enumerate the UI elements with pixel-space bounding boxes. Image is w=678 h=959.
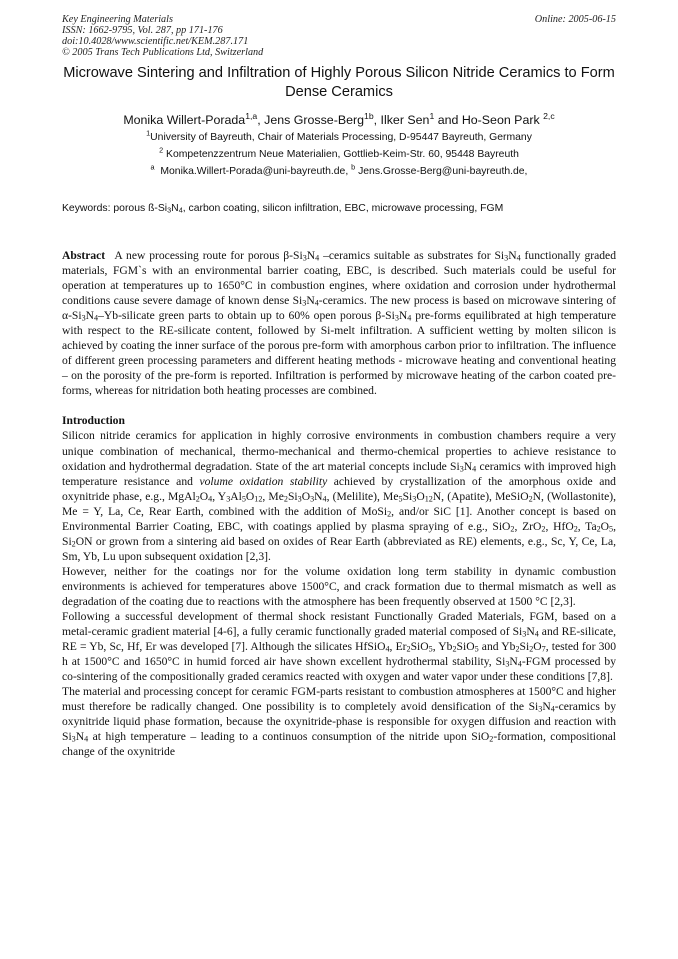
keywords-line: Keywords: porous $ß-Si_3N_4$, carbon coating, silicon infiltration, EBC, microwave processing, FGM: [62, 203, 504, 215]
email-sup: a: [150, 162, 155, 172]
intro-paragraph: The material and processing concept for ceramic FGM-parts resistant to combustion atmospheres at 1500°C and higher must therefore be radically changed. One possibility is to completely avoid densification of the $Si_3N_4$-ceramics by oxynitride liquid phase formation, because the oxynitride-phase is responsible for oxygen diffusion and reaction with $Si_3N_4$ at high temperature – leading to a continuos consumption of the nitride upon SiO$_2$-formation, compositional change of the oxynitride: [62, 685, 616, 759]
author-name: Ho-Seon Park: [461, 113, 540, 127]
affiliation-sup: 2: [159, 145, 164, 155]
affiliation-emails: [62, 162, 616, 179]
abstract-paragraph: [62, 248, 616, 398]
affiliation-sup: 1: [146, 128, 151, 138]
abstract-text: A new processing route for porous $\beta-Si_3N_4$ –ceramics suitable as substrates for $Si_3N_4$ functionally graded materials, FGM`s with an environmental barrier coating, EBC, is described. Such materials could be useful for operation at temperatures up to 1650°C in combustion engines, where oxidation and corrosion under hydrothermal conditions cause severe damage of known dense $Si_3N_4$-ceramics. The new process is based on microwave sintering of $\alpha-Si_3N_4-Yb$-silicate green parts to obtain up to 60% open porous $\beta-Si_3N_4$ pre-forms equilibrated at high temperature with respect to the RE-silicate content, followed by Si-melt infiltration. A sufficient wetting by molten silicon is achieved by coating the inner surface of the porous pre-form with amorphous carbon prior to infiltration. The influence of different green processing parameters and different heating methods - microwave heating and conventional heating – on the porosity of the pre-form is reported. Infiltration is performed by microwave heating of the carbon coated pre-forms, whereas for nitridation both heating processes are combined.: [62, 249, 616, 398]
email-link[interactable]: Monika.Willert-Porada@uni-bayreuth.de,: [160, 166, 349, 177]
author-name: Jens Grosse-Berg: [264, 113, 364, 127]
author-name: Monika Willert-Porada: [123, 113, 246, 127]
intro-paragraph: Silicon nitride ceramics for application in highly corrosive environments in combustion chambers require a very unique combination of mechanical, thermo-mechanical and thermo-chemical properties to achieve resistance to oxidation and hydrothermal degradation. State of the art material concepts include $Si_3N_4$ ceramics with improved high temperature resistance and volume oxidation stability achieved by crystallization of the amorphous oxide and oxynitride phase, e.g., $MgAl_2O_4$, $Y_3Al_5O_{12}$, $Me_2Si_3O_3N_4$, (Melilite), $Me_5Si_3O_{12}N$, (Apatite), MeSiO$_2$N, (Wollastonite), Me = Y, La, Ce, Rear Earth, combined with the addition of MoSi$_2$, and/or SiC [1]. Another concept is based on Environmental Barrier Coating, EBC, with coatings applied by plasma spraying of e.g., SiO$_2$, ZrO$_2$, HfO$_2$, $Ta_2O_5$, $Si_2ON$ or grown from a sintering aid based on oxides of Rear Earth (abbreviated as RE) elements, e.g., Sc, Y, Ce, La, Sm, Yb, Lu upon subsequent oxidation [2,3].: [62, 429, 616, 563]
keywords-text: porous ß-Si: [113, 203, 168, 214]
email-link[interactable]: Jens.Grosse-Berg@uni-bayreuth.de,: [358, 166, 528, 177]
keywords-text: , carbon coating, silicon infiltration, EBC, microwave processing, FGM: [182, 203, 504, 214]
intro-paragraph: However, neither for the coatings nor for the volume oxidation long term stability in dynamic combustion environments is achieved for temperatures above 1500°C, and crack formation due to thermal mismatch as well as degradation of the coating due to reactions with the atmosphere has been frequently observed at 1500 °C [2,3].: [62, 564, 616, 608]
author-sup: 2,c: [543, 110, 555, 121]
author-sup: 1: [429, 110, 435, 121]
affiliation-text: University of Bayreuth, Chair of Materials Processing, D-95447 Bayreuth, Germany: [150, 132, 532, 143]
issn-line: ISSN: 1662-9795, Vol. 287, pp 171-176: [62, 25, 223, 36]
email-sup: b: [351, 162, 356, 172]
affiliation-text: Kompetenzzentrum Neue Materialien, Gottlieb-Keim-Str. 60, 95448 Bayreuth: [166, 149, 519, 160]
author-name: Ilker Sen: [380, 113, 430, 127]
paper-title: Microwave Sintering and Infiltration of Highly Porous Silicon Nitride Ceramics to Form Dense Ceramics: [63, 65, 615, 100]
affiliation-2: [62, 145, 616, 162]
author-sup: 1,a: [245, 110, 258, 121]
journal-header: [62, 14, 616, 58]
keywords-label: Keywords:: [62, 203, 111, 214]
online-date: Online: 2005-06-15: [534, 14, 616, 25]
journal-name: Key Engineering Materials: [62, 14, 173, 25]
paper-page: [62, 14, 616, 760]
author-sup: 1b: [364, 110, 374, 121]
introduction-body: [62, 428, 616, 759]
abstract-label: Abstract: [62, 249, 106, 262]
introduction-heading: Introduction: [62, 414, 125, 428]
author-list: Monika Willert-Porada$^{1,a}$, Jens Grosse-Berg$^{1b}$, Ilker Sen$^1$ and Ho-Seon Park $^{2,c}$: [123, 110, 555, 127]
intro-paragraph: Following a successful development of thermal shock resistant Functionally Graded Materials, FGM, based on a metal-ceramic gradient material [4-6], a fully ceramic functionally graded material composed of $Si_3N_4$ and RE-silicate, RE = Yb, Sc, Hf, Er was developed [7]. Although the silicates HfSiO$_4$, $Er_2SiO_5$, $Yb_2SiO_5$ and $Yb_2Si_2O_7$, tested for 300 h at 1500°C and 1650°C in humid forced air have shown excellent hydrothermal stability, $Si_3N_4$-FGM processed by co-sintering of the compositionally graded ceramics reacted with oxygen and water vapor under these conditions [7,8].: [62, 610, 617, 684]
copyright-line: © 2005 Trans Tech Publications Ltd, Switzerland: [62, 47, 264, 58]
doi-line: doi:10.4028/www.scientific.net/KEM.287.171: [62, 36, 249, 47]
affiliation-1: [62, 128, 616, 145]
